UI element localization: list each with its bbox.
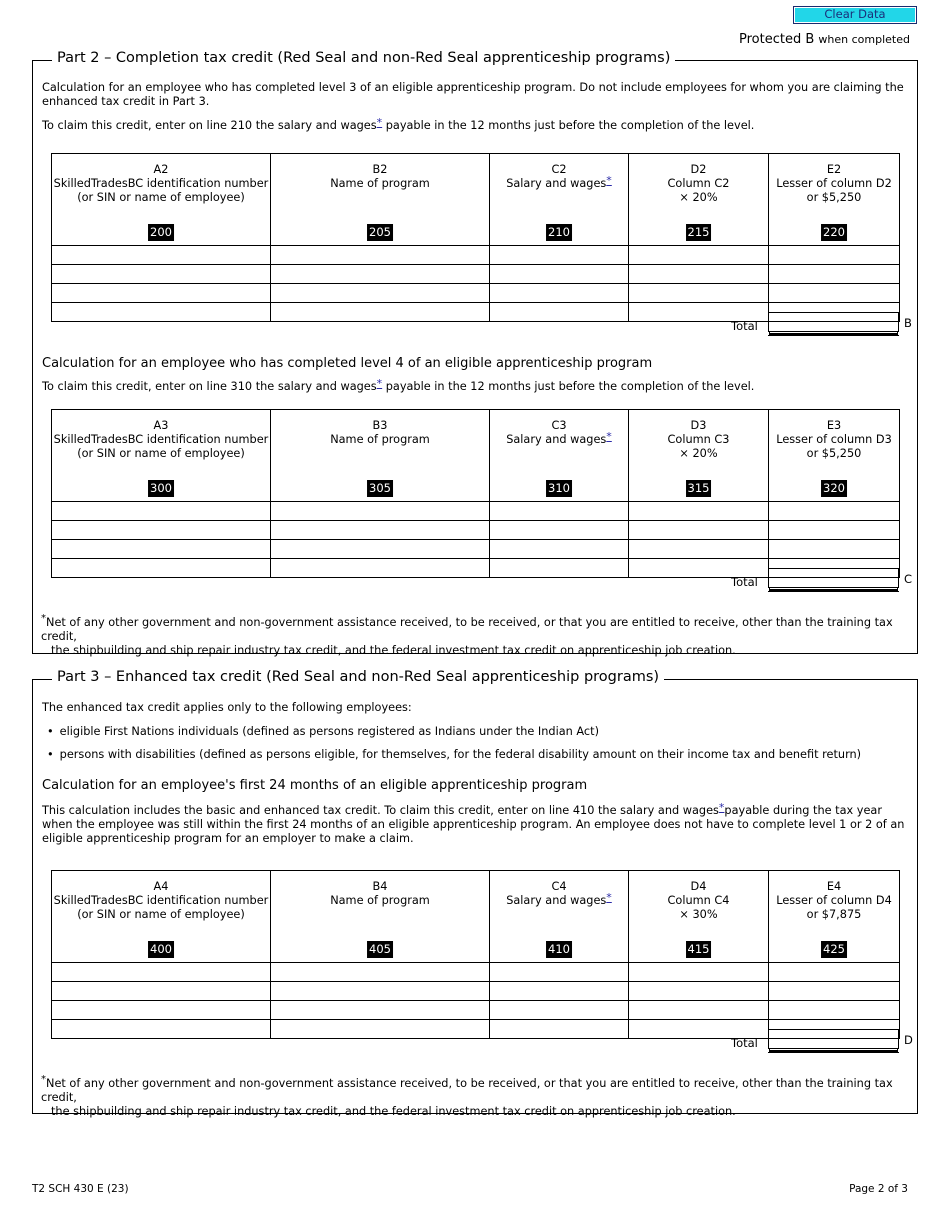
footnote-asterisk-link[interactable]: * [376, 377, 383, 390]
input-cell[interactable] [629, 502, 769, 521]
input-cell[interactable] [271, 284, 490, 303]
part3-table [51, 870, 900, 1039]
col-b2-header: B2 Name of program 205 [271, 154, 490, 246]
input-cell[interactable] [490, 303, 629, 322]
input-cell[interactable] [271, 521, 490, 540]
protected-sub-text: when completed [818, 33, 910, 46]
col-b4-header: B4 Name of program 405 [271, 871, 490, 963]
part3-claim-line-410: This calculation includes the basic and enhanced tax credit. To claim this credit, enter on line 410 the salary and wages*payable during the tax year when the employee was still within the first 24 months of an eligible apprenticeship program. An employee does not have to complete level 1 or 2 of an eligible apprenticeship program for an employer to make a claim. [42, 801, 905, 845]
part3-section [32, 669, 918, 1118]
table-row [52, 284, 900, 303]
input-cell[interactable] [52, 963, 271, 982]
col-e2-header: E2 Lesser of column D2 or $5,250 220 [769, 154, 900, 246]
input-cell[interactable] [52, 246, 271, 265]
col-e4-header: E4 Lesser of column D4 or $7,875 425 [769, 871, 900, 963]
input-cell[interactable] [52, 284, 271, 303]
line-code-415: 415 [687, 942, 710, 956]
input-cell[interactable] [52, 502, 271, 521]
col-e3-header: E3 Lesser of column D3 or $5,250 320 [769, 410, 900, 502]
bullet-first-nations: • eligible First Nations individuals (defined as persons registered as Indians under the Indian Act) [47, 725, 599, 738]
line-code-400: 400 [150, 942, 172, 956]
input-cell[interactable] [271, 963, 490, 982]
part3-heading: Calculation for an employee's first 24 months of an eligible apprenticeship program [42, 778, 588, 793]
input-cell[interactable] [769, 540, 900, 559]
footnote-asterisk-link[interactable]: * [376, 116, 383, 129]
input-cell[interactable] [271, 540, 490, 559]
input-cell[interactable] [490, 502, 629, 521]
col-d2-header: D2 Column C2 × 20% 215 [629, 154, 769, 246]
part2-intro: Calculation for an employee who has completed level 3 of an eligible apprenticeship program. Do not include employees for whom you are claiming the enhanced tax credit in Part 3. [42, 81, 904, 108]
input-cell[interactable] [271, 1001, 490, 1020]
input-cell[interactable] [271, 982, 490, 1001]
line-code-220: 220 [823, 225, 845, 239]
input-cell[interactable] [52, 540, 271, 559]
part2-section [32, 50, 918, 657]
total-label: Total [731, 1036, 758, 1050]
line-code-205: 205 [369, 225, 391, 239]
total-label: Total [731, 319, 758, 333]
footnote-asterisk-link[interactable]: * [606, 891, 612, 904]
input-cell[interactable] [769, 521, 900, 540]
total-b-field[interactable] [768, 312, 899, 332]
col-d3-header: D3 Column C3 × 20% 315 [629, 410, 769, 502]
input-cell[interactable] [52, 521, 271, 540]
input-cell[interactable] [490, 963, 629, 982]
line-code-405: 405 [369, 942, 391, 956]
col-c2-header: C2 Salary and wages* 210 [490, 154, 629, 246]
line-code-305: 305 [369, 481, 391, 495]
total-letter-c: C [904, 572, 913, 586]
total-letter-d: D [904, 1033, 913, 1047]
line-code-215: 215 [687, 225, 710, 239]
table-row [52, 521, 900, 540]
part2-table-level4 [51, 409, 900, 578]
col-a3-header: A3 SkilledTradesBC identification number (or SIN or name of employee) 300 [52, 410, 271, 502]
col-a2-header: A2 SkilledTradesBC identification number (or SIN or name of employee) 200 [52, 154, 271, 246]
input-cell[interactable] [629, 521, 769, 540]
input-cell[interactable] [629, 540, 769, 559]
total-c-field[interactable] [768, 568, 899, 588]
protected-b-text: Protected B [739, 32, 815, 47]
input-cell[interactable] [769, 1001, 900, 1020]
input-cell[interactable] [271, 1020, 490, 1039]
input-cell[interactable] [769, 982, 900, 1001]
input-cell[interactable] [271, 303, 490, 322]
input-cell[interactable] [490, 246, 629, 265]
part2-claim-line-310: To claim this credit, enter on line 310 the salary and wages* payable in the 12 months just before the completion of the level. [42, 377, 755, 393]
line-code-320: 320 [823, 481, 845, 495]
line-code-315: 315 [687, 481, 710, 495]
table-row [52, 963, 900, 982]
input-cell[interactable] [629, 982, 769, 1001]
input-cell[interactable] [52, 303, 271, 322]
input-cell[interactable] [769, 502, 900, 521]
col-d4-header: D4 Column C4 × 30% 415 [629, 871, 769, 963]
input-cell[interactable] [52, 982, 271, 1001]
form-identifier: T2 SCH 430 E (23) [32, 1183, 129, 1195]
part2-footnote: *Net of any other government and non-government assistance received, to be received, or that you are entitled to receive, other than the training tax credit, the shipbuilding and ship repair industry tax credit, and the federal investment tax credit on apprenticeship job creation. [41, 613, 893, 657]
part2-claim-line-210: To claim this credit, enter on line 210 the salary and wages* payable in the 12 months just before the completion of the level. [42, 116, 755, 132]
line-code-200: 200 [150, 225, 172, 239]
input-cell[interactable] [490, 540, 629, 559]
input-cell[interactable] [271, 265, 490, 284]
part2-table-level3 [51, 153, 900, 322]
page-number: Page 2 of 3 [849, 1183, 908, 1195]
col-a4-header: A4 SkilledTradesBC identification number (or SIN or name of employee) 400 [52, 871, 271, 963]
col-c3-header: C3 Salary and wages* 310 [490, 410, 629, 502]
input-cell[interactable] [52, 559, 271, 578]
part3-footnote: *Net of any other government and non-government assistance received, to be received, or that you are entitled to receive, other than the training tax credit, the shipbuilding and ship repair industry tax credit, and the federal investment tax credit on apprenticeship job creation. [41, 1074, 893, 1118]
total-letter-b: B [904, 316, 912, 330]
input-cell[interactable] [769, 284, 900, 303]
table-row [52, 540, 900, 559]
total-label: Total [731, 575, 758, 589]
line-code-300: 300 [150, 481, 172, 495]
table-row [52, 265, 900, 284]
line-code-410: 410 [548, 942, 570, 956]
bullet-disabilities: • persons with disabilities (defined as persons eligible, for themselves, for the federal disability amount on their income tax and benefit return) [47, 748, 861, 761]
protected-label [739, 32, 910, 47]
line-code-210: 210 [548, 225, 570, 239]
line-code-425: 425 [823, 942, 845, 956]
total-d-field[interactable] [768, 1029, 899, 1049]
input-cell[interactable] [271, 246, 490, 265]
footnote-asterisk-link[interactable]: * [606, 174, 612, 187]
footnote-asterisk-link[interactable]: * [606, 430, 612, 443]
input-cell[interactable] [271, 502, 490, 521]
input-cell[interactable] [629, 963, 769, 982]
table-row [52, 1001, 900, 1020]
part2-title: Part 2 – Completion tax credit (Red Seal and non-Red Seal apprenticeship programs) [52, 50, 675, 66]
input-cell[interactable] [490, 982, 629, 1001]
input-cell[interactable] [52, 1001, 271, 1020]
col-c4-header: C4 Salary and wages* 410 [490, 871, 629, 963]
input-cell[interactable] [52, 265, 271, 284]
part3-intro: The enhanced tax credit applies only to the following employees: [42, 701, 412, 714]
table-row [52, 502, 900, 521]
input-cell[interactable] [490, 1020, 629, 1039]
col-b3-header: B3 Name of program 305 [271, 410, 490, 502]
input-cell[interactable] [769, 246, 900, 265]
input-cell[interactable] [490, 265, 629, 284]
input-cell[interactable] [490, 559, 629, 578]
input-cell[interactable] [490, 1001, 629, 1020]
clear-data-button[interactable]: Clear Data [793, 6, 917, 24]
input-cell[interactable] [271, 559, 490, 578]
input-cell[interactable] [52, 1020, 271, 1039]
input-cell[interactable] [769, 963, 900, 982]
footnote-asterisk-link[interactable]: * [718, 801, 725, 814]
input-cell[interactable] [629, 1001, 769, 1020]
input-cell[interactable] [629, 265, 769, 284]
input-cell[interactable] [490, 284, 629, 303]
part2-level4-heading: Calculation for an employee who has completed level 4 of an eligible apprenticeship program [42, 356, 653, 371]
input-cell[interactable] [490, 521, 629, 540]
input-cell[interactable] [769, 265, 900, 284]
part3-title: Part 3 – Enhanced tax credit (Red Seal and non-Red Seal apprenticeship programs) [52, 669, 664, 685]
table-row [52, 982, 900, 1001]
line-code-310: 310 [548, 481, 570, 495]
input-cell[interactable] [629, 246, 769, 265]
table-row [52, 246, 900, 265]
input-cell[interactable] [629, 284, 769, 303]
